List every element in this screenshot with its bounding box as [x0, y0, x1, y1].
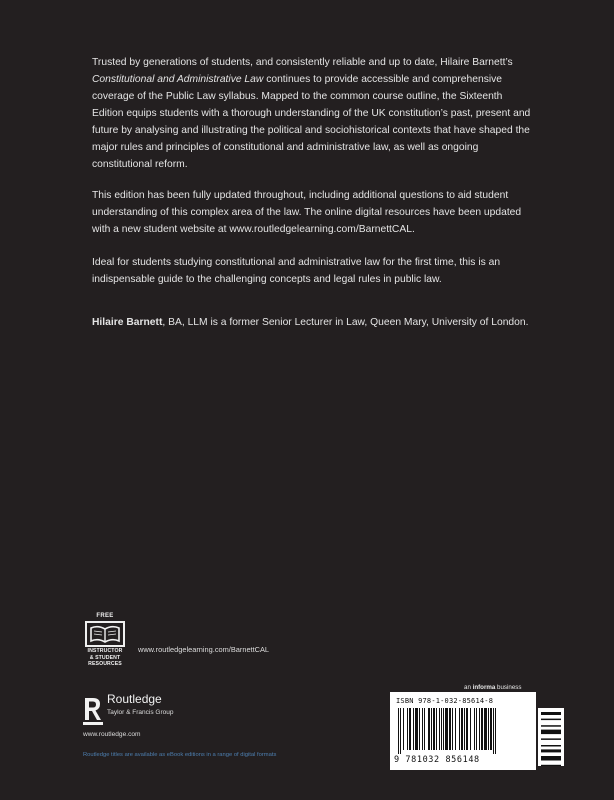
publisher-group: Taylor & Francis Group [107, 709, 174, 716]
routledge-r-logo-icon [83, 692, 103, 726]
price-addon-barcode-icon [538, 708, 564, 766]
description-paragraph-1: Trusted by generations of students, and consistently reliable and up to date, Hilaire Barnett’s Constitutional and Administrative Law continues to provide accessible and comprehensive coverage of the Public Law syllabus. Mapped to the common course outline, the Sixteenth Edition equips students with a thorough understanding of the UK constitution’s past, present and future by analysing and illustrating the political and sociohistorical contexts that have shaped the major rules and principles of constitutional and administrative law, as well as ongoing constitutional reform. [92, 57, 531, 170]
open-book-icon [85, 621, 125, 647]
barcode-panel [390, 692, 536, 770]
author-credentials: , BA, LLM is a former Senior Lecturer in Law, Queen Mary, University of London. [162, 317, 529, 328]
author-bio [92, 314, 534, 331]
publisher-name: Routledge [107, 692, 162, 706]
resources-line-2: & STUDENT [89, 654, 121, 661]
resources-line-1: INSTRUCTOR [87, 648, 123, 654]
resource-website-link[interactable]: www.routledgelearning.com/BarnettCAL [138, 645, 270, 654]
free-resources-badge [82, 612, 128, 668]
informa-business-tagline: an informa business [464, 684, 522, 691]
barcode-icon [396, 708, 530, 754]
publisher-website-link[interactable]: www.routledge.com [83, 731, 141, 738]
isbn-label: ISBN 978-1-032-85614-8 [396, 697, 494, 705]
description-block [92, 54, 534, 347]
book-title-italic: Constitutional and Administrative Law [92, 74, 264, 85]
author-name: Hilaire Barnett [92, 317, 163, 328]
description-paragraph-3: Ideal for students studying constitutional and administrative law for the first time, this is an indispensable guide to the challenging concepts and legal rules in public law. [92, 257, 501, 285]
description-paragraph-2: This edition has been fully updated throughout, including additional questions to aid student understanding of this complex area of the law. The online digital resources have been updated with a new student website at www.routledgelearning.com/BarnettCAL. [92, 190, 522, 235]
resources-line-3: RESOURCES [88, 661, 122, 667]
barcode-digits: 9 781032 856148 [394, 755, 480, 765]
free-label: FREE [96, 613, 114, 619]
ebook-availability-note: Routledge titles are available as eBook editions in a range of digital formats [83, 752, 277, 758]
